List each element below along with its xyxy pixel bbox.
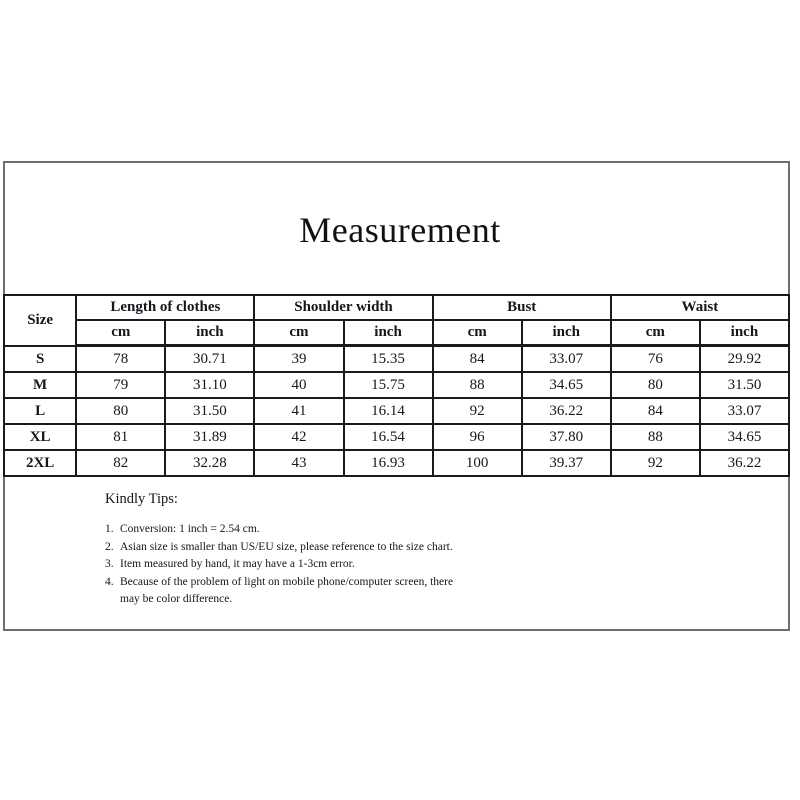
value-cell: 39 bbox=[254, 346, 343, 373]
unit-header-waist-cm: cm bbox=[611, 320, 700, 346]
table-row-s bbox=[4, 346, 789, 373]
value-cell: 42 bbox=[254, 424, 343, 450]
value-cell: 29.92 bbox=[700, 346, 789, 373]
size-cell: XL bbox=[4, 424, 76, 450]
value-cell: 41 bbox=[254, 398, 343, 424]
value-cell: 81 bbox=[76, 424, 165, 450]
tip-text: Asian size is smaller than US/EU size, please reference to the size chart. bbox=[120, 540, 453, 553]
value-cell: 32.28 bbox=[165, 450, 254, 476]
tip-item-3 bbox=[105, 556, 467, 574]
tip-text: Conversion: 1 inch = 2.54 cm. bbox=[120, 523, 260, 535]
value-cell: 76 bbox=[611, 346, 700, 373]
tip-text: Because of the problem of light on mobile phone/computer screen, there may be color difference. bbox=[120, 575, 454, 605]
tip-item-4 bbox=[105, 574, 467, 609]
value-cell: 31.50 bbox=[700, 372, 789, 398]
unit-header-length-inch: inch bbox=[165, 320, 254, 346]
tips-heading: Kindly Tips: bbox=[105, 491, 178, 507]
value-cell: 39.37 bbox=[522, 450, 611, 476]
value-cell: 37.80 bbox=[522, 424, 611, 450]
value-cell: 80 bbox=[611, 372, 700, 398]
value-cell: 92 bbox=[433, 398, 522, 424]
size-cell: M bbox=[4, 372, 76, 398]
value-cell: 16.54 bbox=[344, 424, 433, 450]
value-cell: 82 bbox=[76, 450, 165, 476]
unit-header-shoulder-cm: cm bbox=[254, 320, 343, 346]
unit-header-length-cm: cm bbox=[76, 320, 165, 346]
value-cell: 31.10 bbox=[165, 372, 254, 398]
tip-text: Item measured by hand, it may have a 1-3cm error. bbox=[120, 558, 355, 570]
value-cell: 80 bbox=[76, 398, 165, 424]
size-cell: S bbox=[4, 346, 76, 373]
tip-number: 3. bbox=[105, 558, 114, 570]
page-title: Measurement bbox=[299, 210, 501, 250]
tip-item-1 bbox=[105, 521, 467, 539]
value-cell: 96 bbox=[433, 424, 522, 450]
tip-item-2 bbox=[105, 539, 467, 557]
value-cell: 36.22 bbox=[522, 398, 611, 424]
value-cell: 31.50 bbox=[165, 398, 254, 424]
group-header-waist: Waist bbox=[611, 295, 789, 320]
value-cell: 100 bbox=[433, 450, 522, 476]
value-cell: 78 bbox=[76, 346, 165, 373]
value-cell: 88 bbox=[433, 372, 522, 398]
value-cell: 34.65 bbox=[522, 372, 611, 398]
value-cell: 16.14 bbox=[344, 398, 433, 424]
table-group-header-row bbox=[4, 295, 789, 320]
unit-header-waist-inch: inch bbox=[700, 320, 789, 346]
value-cell: 15.35 bbox=[344, 346, 433, 373]
unit-header-shoulder-inch: inch bbox=[344, 320, 433, 346]
size-cell: 2XL bbox=[4, 450, 76, 476]
value-cell: 31.89 bbox=[165, 424, 254, 450]
size-column-header: Size bbox=[4, 295, 76, 346]
table-row-m bbox=[4, 372, 789, 398]
table-row-xl bbox=[4, 424, 789, 450]
value-cell: 16.93 bbox=[344, 450, 433, 476]
group-header-bust: Bust bbox=[433, 295, 611, 320]
unit-header-bust-cm: cm bbox=[433, 320, 522, 346]
measurement-table bbox=[3, 294, 790, 477]
table-unit-header-row bbox=[4, 320, 789, 346]
value-cell: 79 bbox=[76, 372, 165, 398]
value-cell: 30.71 bbox=[165, 346, 254, 373]
value-cell: 33.07 bbox=[522, 346, 611, 373]
group-header-shoulder-width: Shoulder width bbox=[254, 295, 432, 320]
tip-number: 2. bbox=[105, 540, 114, 553]
value-cell: 84 bbox=[611, 398, 700, 424]
value-cell: 43 bbox=[254, 450, 343, 476]
tip-number: 1. bbox=[105, 523, 114, 535]
value-cell: 34.65 bbox=[700, 424, 789, 450]
group-header-length-of-clothes: Length of clothes bbox=[76, 295, 254, 320]
value-cell: 92 bbox=[611, 450, 700, 476]
value-cell: 15.75 bbox=[344, 372, 433, 398]
tip-number: 4. bbox=[105, 575, 114, 588]
value-cell: 40 bbox=[254, 372, 343, 398]
value-cell: 36.22 bbox=[700, 450, 789, 476]
table-row-l bbox=[4, 398, 789, 424]
value-cell: 33.07 bbox=[700, 398, 789, 424]
value-cell: 84 bbox=[433, 346, 522, 373]
size-cell: L bbox=[4, 398, 76, 424]
value-cell: 88 bbox=[611, 424, 700, 450]
table-row-2xl bbox=[4, 450, 789, 476]
tips-section bbox=[105, 490, 467, 609]
unit-header-bust-inch: inch bbox=[522, 320, 611, 346]
